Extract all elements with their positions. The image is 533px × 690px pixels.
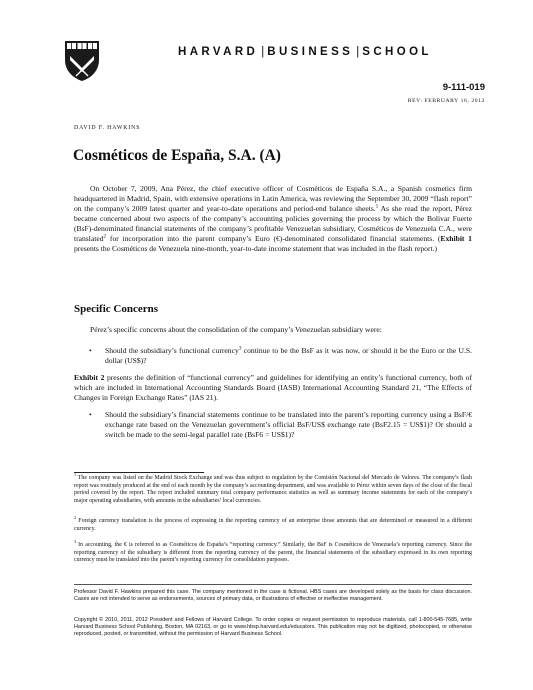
footnote-divider <box>74 472 204 473</box>
concerns-intro: Pérez’s specific concerns about the consolidation of the company’s Venezuelan subsidiary were: <box>90 325 382 334</box>
exhibit-2-paragraph <box>74 373 472 403</box>
bullet-1-text-start: Should the subsidiary’s functional currency <box>105 346 239 355</box>
banner-separator: | <box>356 46 360 58</box>
author-name: DAVID F. HAWKINS <box>74 125 141 131</box>
harvard-shield-logo <box>64 40 100 82</box>
footnote-text: The company was listed on the Madrid Stock Exchange and was thus subject to regulation by the Comisión Nacional del Mercado de Valores. The company’s flash report was routinely produced at the end of each month by the company’s accounting department, and was available to Pérez within seven days of the close of the fiscal period covered by the report. The report included summary total company performance statistics as well as summary income statements for each of the company’s major operating subsidiaries, with amounts in the subsidiaries’ local currencies. <box>74 475 472 505</box>
revision-date: REV: FEBRUARY 16, 2012 <box>407 98 485 104</box>
school-word-school: SCHOOL <box>362 46 432 58</box>
banner-separator: | <box>261 46 265 58</box>
footnote-ref-1: 1 <box>375 203 379 210</box>
bullet-item-exchange-rate <box>74 410 472 440</box>
bullet-text <box>105 346 472 366</box>
intro-text-start: On October 7, 2009, Ana Pérez, the chief executive officer of Cosméticos de España S.A., a Spanish cosmetics firm headquartered in Madrid, Spain, with extensive operations in Latin America, was reviewing the September 30, 2009 “flash report” on the company’s 2009 latest quarter and year-to-date operations and period-end balance sheets. <box>74 184 472 213</box>
intro-paragraph <box>74 184 472 254</box>
section-heading: Specific Concerns <box>74 303 159 315</box>
bullet-1-text-end: continue to be the BsF as it was now, or should it be the Euro or the U.S. dollar (US$)? <box>105 346 472 365</box>
footnote-1 <box>74 472 472 506</box>
footnote-ref-2: 2 <box>103 233 107 240</box>
bullet-item-functional-currency <box>74 346 472 366</box>
bullet-text: Should the subsidiary’s financial statements continue to be translated into the parent’s reporting currency using a BsF/€ exchange rate based on the Venezuelan government’s official BsF/US$ exchange rate (BsF2.15 = US$1)? Or should a switch be made to the semi-legal parallel rate (BsF6 = US$1)? <box>105 410 472 439</box>
school-name-banner <box>178 46 432 58</box>
footnote-text: In accounting, the € is referred to as Cosméticos de España’s “reporting currency.” Similarly, the BsF is Cosméticos de Venezuela’s reporting currency. Since the reporting currency of the subsidiary is different from the reporting currency of the parent, the financial statements of the subsidiary expressed in its own reporting currency must be translated into the parent’s reporting currency for consolidation purposes. <box>74 542 472 564</box>
footnote-ref-3: 3 <box>238 345 242 352</box>
intro-text-mid: As she read the report, Pérez became concerned about two aspects of the company’s accounting policies governing the process by which the Bolivar Fuerte (BsF)-denominated financial statements of the company’s profitable Venezuelan subsidiary, Cosméticos de Venezuela C.A., were translated <box>74 204 472 243</box>
footnote-2 <box>74 515 472 533</box>
footnote-number: 3 <box>74 539 77 545</box>
footer-divider <box>74 584 472 585</box>
footnote-number: 1 <box>74 472 77 478</box>
school-word-business: BUSINESS <box>267 46 354 58</box>
preparation-note: Professor David F. Hawkins prepared this case. The company mentioned in the case is fictional. HBS cases are developed solely as the basis for class discussion. Cases are not intended to serve as endorsements, sources of primary data, or illustrations of effective or ineffective management. <box>74 589 472 602</box>
footnote-3 <box>74 539 472 565</box>
school-word-harvard: HARVARD <box>178 46 259 58</box>
exhibit-2-ref: Exhibit 2 <box>74 373 105 382</box>
intro-text-end: presents the Cosméticos de Venezuela nine-month, year-to-date income statement that was included in the flash report.) <box>74 244 438 253</box>
footnote-text: Foreign currency translation is the process of expressing in the reporting currency of an enterprise those amounts that are determined or measured in a different currency. <box>74 518 472 532</box>
bullet-icon: • <box>89 410 92 419</box>
exhibit-2-text: presents the definition of “functional currency” and guidelines for identifying an entity’s functional currency, both of which are included in International Accounting Standards Board (IASB) International Accounting Standard 21, “The Effects of Changes in Foreign Exchange Rates” (IAS 21). <box>74 373 472 402</box>
intro-text-after: for incorporation into the parent company’s Euro (€)-denominated consolidated financial statements. ( <box>106 234 441 243</box>
document-number: 9-111-019 <box>442 82 485 93</box>
exhibit-1-ref: Exhibit 1 <box>440 234 472 243</box>
bullet-icon: • <box>89 346 92 355</box>
footnote-number: 2 <box>74 515 77 521</box>
case-title: Cosméticos de España, S.A. (A) <box>73 147 281 164</box>
copyright-notice: Copyright © 2010, 2011, 2012 President and Fellows of Harvard College. To order copies or request permission to reproduce materials, call 1-800-545-7685, write Harvard Business School Publishing, Boston, MA 02163, or go to www.hbsp.harvard.edu/educators. This publication may not be digitized, photocopied, or otherwise reproduced, posted, or transmitted, without the permission of Harvard Business School. <box>74 617 472 637</box>
